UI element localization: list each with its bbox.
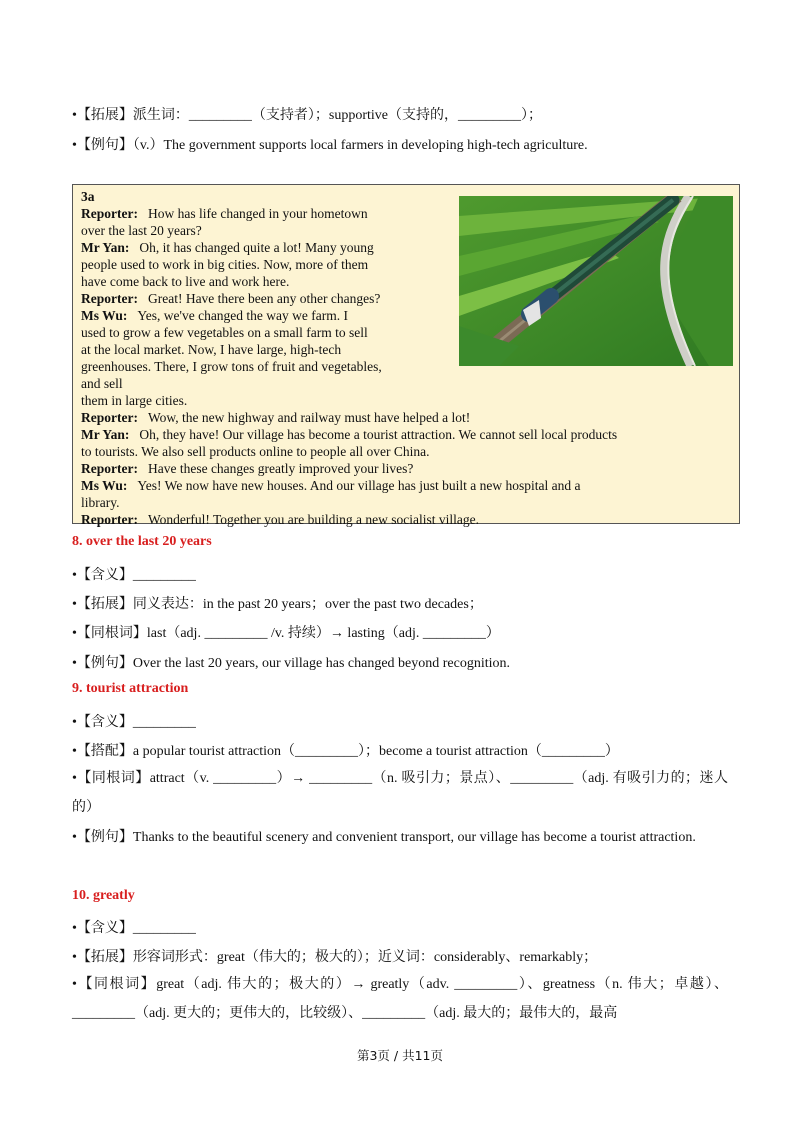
dialogue-line — [81, 239, 374, 256]
dialogue-line — [81, 341, 341, 358]
dialogue-line — [81, 273, 289, 290]
dialogue-text: Yes! We now have new houses. And our village has just built a new hospital and a — [137, 478, 581, 493]
dialogue-line — [81, 511, 479, 528]
heading-9: 9. tourist attraction — [72, 681, 189, 696]
dialogue-text: greenhouses. There, I grow tons of fruit and vegetables, — [81, 359, 382, 374]
speaker-label: Reporter: — [81, 291, 138, 306]
dialogue-line — [81, 494, 119, 511]
s10-cognates: •【同根词】great（adj. 伟大的；极大的）→ greatly（adv. _________）、greatness（n. 伟大；卓越）、_________（adj. 更大的；更伟大的，比较级）、_________（adj. 最大的；最伟大的，最高 — [72, 977, 728, 1021]
line-example-support: •【例句】（v.）The government supports local farmers in developing high-tech agriculture. — [72, 138, 588, 153]
s8-example: •【例句】Over the last 20 years, our village has changed beyond recognition. — [72, 656, 511, 671]
dialogue-line — [81, 222, 202, 239]
dialogue-line — [81, 477, 581, 494]
train-field-photo — [459, 196, 733, 366]
dialogue-line — [81, 290, 380, 307]
dialogue-text: library. — [81, 495, 120, 510]
speaker-label: Reporter: — [81, 410, 138, 425]
dialogue-line — [81, 324, 368, 341]
dialogue-line — [81, 443, 429, 460]
s8-meaning: •【含义】_________ — [72, 568, 196, 583]
s10-meaning: •【含义】_________ — [72, 921, 196, 936]
reading-box-3a — [72, 184, 740, 527]
speaker-label: Ms Wu: — [81, 308, 128, 323]
dialogue-line — [81, 426, 617, 443]
box-label: 3a — [81, 189, 95, 204]
speaker-label: Reporter: — [81, 461, 138, 476]
dialogue-text: at the local market. Now, I have large, high-tech — [81, 342, 342, 357]
dialogue-line — [81, 460, 413, 477]
dialogue-line — [81, 409, 470, 426]
s9-example: •【例句】Thanks to the beautiful scenery and convenient transport, our village has become a tourist attraction. — [72, 830, 696, 845]
speaker-label: Reporter: — [81, 512, 138, 527]
heading-10: 10. greatly — [72, 888, 135, 903]
dialogue-text: Oh, it has changed quite a lot! Many young — [139, 240, 374, 255]
dialogue-line — [81, 205, 368, 222]
dialogue-text: Have these changes greatly improved your lives? — [147, 461, 414, 476]
s8-cognates: •【同根词】last（adj. _________ /v. 持续）→ lasting（adj. _________） — [72, 626, 500, 641]
dialogue-line — [81, 358, 382, 375]
dialogue-line — [81, 392, 187, 409]
dialogue-line — [81, 256, 368, 273]
dialogue-text: Yes, we've changed the way we farm. I — [137, 308, 349, 323]
dialogue-text: Oh, they have! Our village has become a tourist attraction. We cannot sell local products — [139, 427, 618, 442]
dialogue-text: and sell — [81, 376, 123, 391]
s8-extension: •【拓展】同义表达：in the past 20 years；over the past two decades； — [72, 597, 483, 612]
s9-collocation: •【搭配】a popular tourist attraction（_________）；become a tourist attraction（_________） — [72, 744, 619, 759]
dialogue-text: over the last 20 years? — [81, 223, 202, 238]
speaker-label: Mr Yan: — [81, 427, 130, 442]
dialogue-text: people used to work in big cities. Now, more of them — [81, 257, 369, 272]
dialogue-line — [81, 375, 123, 392]
speaker-label: Reporter: — [81, 206, 138, 221]
page-footer: 第3页 / 共11页 — [356, 1048, 444, 1063]
speaker-label: Ms Wu: — [81, 478, 128, 493]
dialogue-text: Wonderful! Together you are building a new socialist village. — [147, 512, 479, 527]
dialogue-text: Great! Have there been any other changes? — [147, 291, 381, 306]
s9-meaning: •【含义】_________ — [72, 715, 196, 730]
dialogue-text: have come back to live and work here. — [81, 274, 290, 289]
dialogue-line — [81, 307, 348, 324]
dialogue-text: them in large cities. — [81, 393, 188, 408]
speaker-label: Mr Yan: — [81, 240, 130, 255]
s10-extension: •【拓展】形容词形式：great（伟大的；极大的）；近义词：considerably、remarkably； — [72, 950, 598, 965]
dialogue-text: Wow, the new highway and railway must have helped a lot! — [147, 410, 471, 425]
dialogue-text: to tourists. We also sell products online to people all over China. — [81, 444, 430, 459]
heading-8: 8. over the last 20 years — [72, 534, 212, 549]
dialogue-text: How has life changed in your hometown — [147, 206, 368, 221]
s9-cognates: •【同根词】attract（v. _________）→ _________（n. 吸引力；景点）、_________（adj. 有吸引力的；迷人的） — [72, 771, 728, 815]
dialogue-text: used to grow a few vegetables on a small farm to sell — [81, 325, 368, 340]
line-derivatives: •【拓展】派生词：_________（支持者）；supportive（支持的，_________）； — [72, 108, 543, 123]
